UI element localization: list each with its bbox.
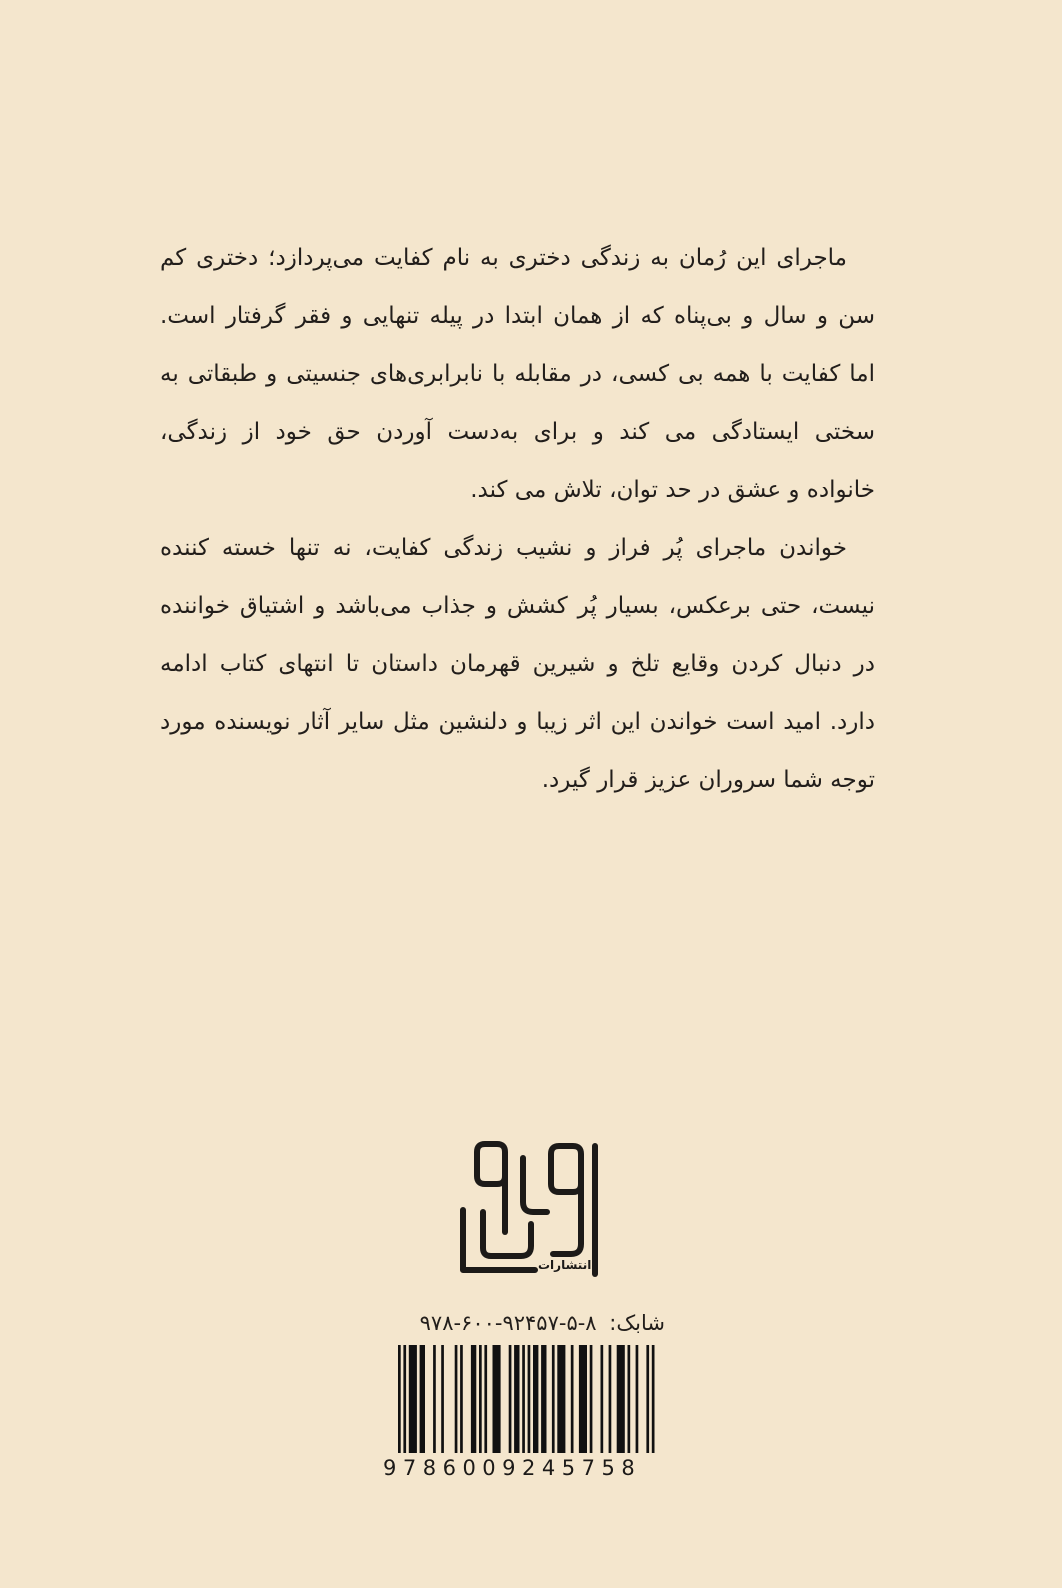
barcode-bar <box>557 1345 565 1453</box>
barcode-bar <box>514 1345 519 1453</box>
barcode-bar <box>522 1345 525 1453</box>
blurb-line: توجه شما سروران عزیز قرار گیرد. <box>541 767 875 793</box>
barcode-bar <box>455 1345 458 1453</box>
isbn-number: ۹۷۸-۶۰۰-۹۲۴۵۷-۵-۸ <box>419 1311 597 1335</box>
blurb-line: اما کفایت با همه بی کسی، در مقابله با نابرابری‌های جنسیتی و طبقاتی به <box>160 361 875 387</box>
barcode-bar <box>433 1345 436 1453</box>
barcode-bar <box>479 1345 482 1453</box>
barcode-bar <box>533 1345 538 1453</box>
barcode-bar <box>617 1345 625 1453</box>
barcode <box>383 1345 663 1457</box>
blurb-line: نیست، حتی برعکس، بسیار پُر کشش و جذاب می‌باشد و اشتیاق خواننده <box>160 593 875 619</box>
barcode-bar <box>590 1345 593 1453</box>
isbn-line <box>420 1307 665 1339</box>
blurb-line: خواندن ماجرای پُر فراز و نشیب زندگی کفایت، نه تنها خسته کننده <box>160 535 847 561</box>
barcode-bar <box>471 1345 476 1453</box>
barcode-bar <box>646 1345 649 1453</box>
publisher-label: انتشارات <box>538 1258 592 1272</box>
isbn-label: شابک: <box>609 1311 665 1335</box>
blurb-line: سن و سال و بی‌پناه که از همان ابتدا در پیله تنهایی و فقر گرفتار است. <box>160 303 875 329</box>
barcode-bar <box>571 1345 574 1453</box>
barcode-bar <box>609 1345 612 1453</box>
barcode-bar <box>460 1345 463 1453</box>
barcode-bar <box>636 1345 639 1453</box>
barcode-bar <box>398 1345 401 1453</box>
blurb-line: در دنبال کردن وقایع تلخ و شیرین قهرمان داستان تا انتهای کتاب ادامه <box>160 651 875 677</box>
barcode-digits: 9786009245758 <box>383 1456 642 1480</box>
back-cover-blurb <box>160 229 875 809</box>
blurb-line: خانواده و عشق در حد توان، تلاش می کند. <box>470 477 875 503</box>
barcode-bar <box>579 1345 587 1453</box>
barcode-bar <box>484 1345 487 1453</box>
barcode-bar <box>441 1345 444 1453</box>
blurb-line: دارد. امید است خواندن این اثر زیبا و دلنشین مثل سایر آثار نویسنده مورد <box>160 709 875 735</box>
blurb-paragraph <box>160 519 875 809</box>
barcode-bar <box>541 1345 546 1453</box>
barcode-bar <box>509 1345 512 1453</box>
barcode-bar <box>528 1345 531 1453</box>
barcode-bar <box>628 1345 631 1453</box>
barcode-bar <box>652 1345 655 1453</box>
barcode-bar <box>601 1345 604 1453</box>
barcode-bar <box>493 1345 501 1453</box>
barcode-bar <box>420 1345 425 1453</box>
blurb-line: سختی ایستادگی می کند و برای به‌دست آوردن حق خود از زندگی، <box>160 419 875 445</box>
blurb-line: ماجرای این رُمان به زندگی دختری به نام کفایت می‌پردازد؛ دختری کم <box>160 245 847 271</box>
barcode-bar <box>552 1345 555 1453</box>
barcode-bar <box>409 1345 417 1453</box>
barcode-bar <box>403 1345 406 1453</box>
blurb-paragraph <box>160 229 875 519</box>
